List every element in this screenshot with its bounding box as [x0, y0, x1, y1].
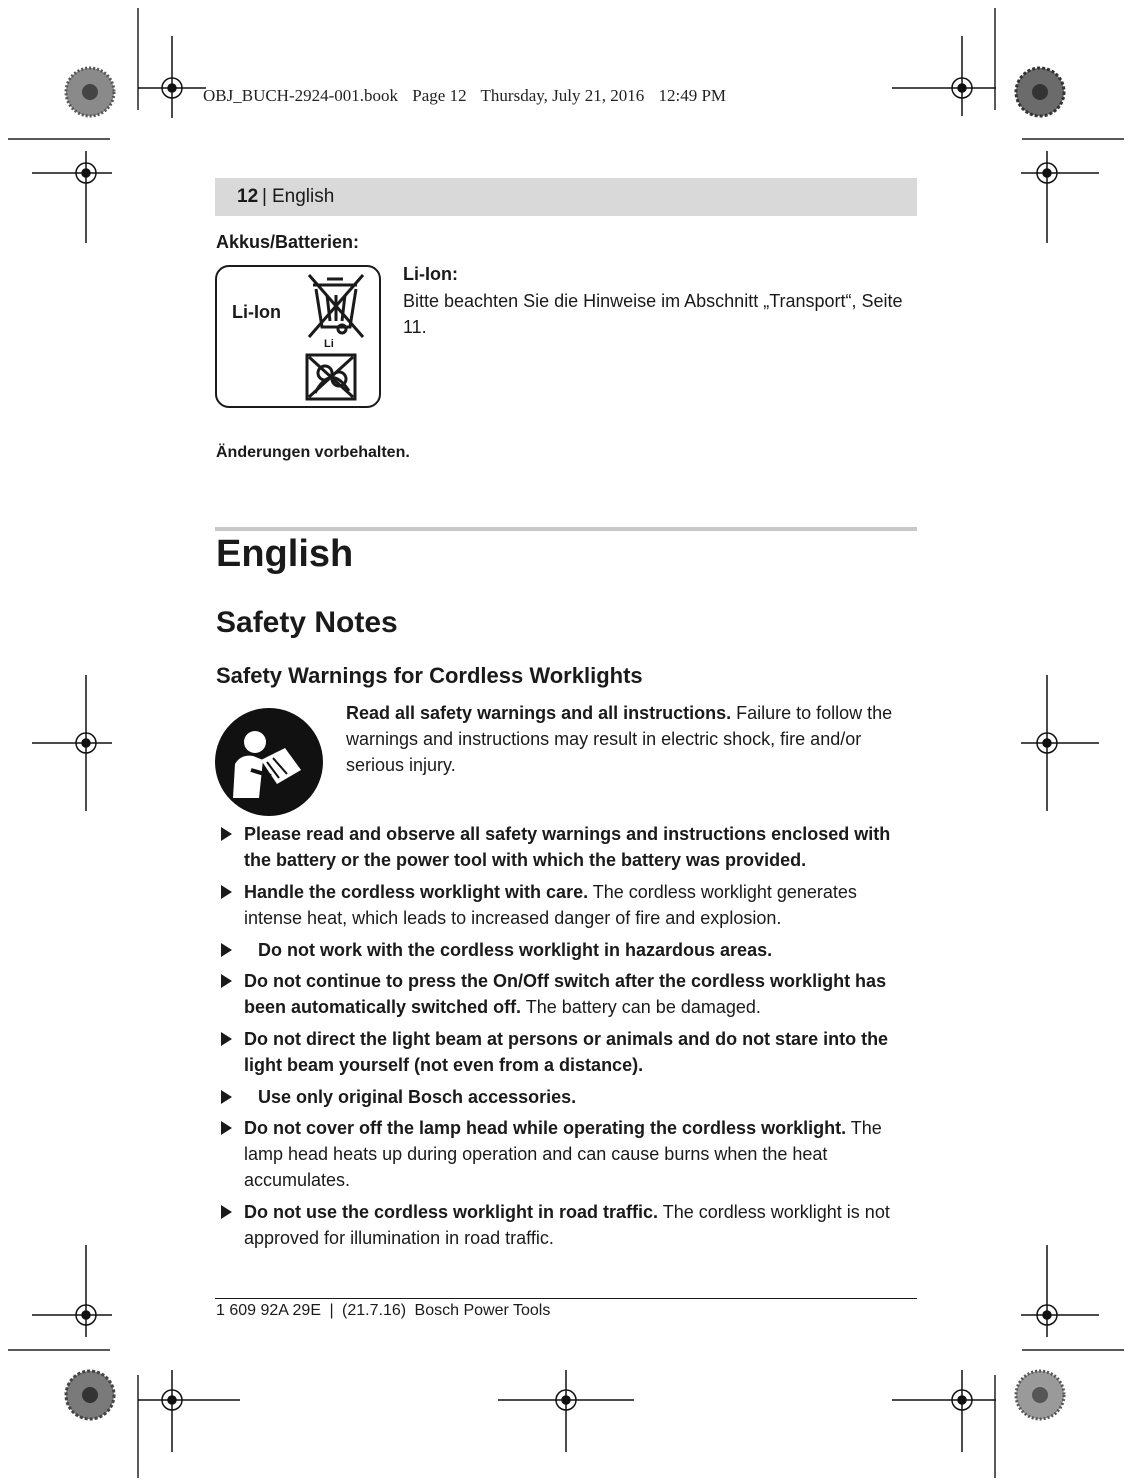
bullet-text: The cordless worklight generates intense heat, which leads to increased danger of fire and explosion.	[244, 882, 857, 928]
bullet-text: The cordless worklight is not approved for illumination in road traffic.	[244, 1202, 890, 1248]
bullet-bold: Do not cover off the lamp head while operating the cordless worklight.	[244, 1118, 847, 1138]
intro-warning	[346, 700, 916, 778]
li-ion-label: Li-Ion	[232, 302, 281, 322]
color-target-icon	[66, 68, 114, 116]
read-manual-icon	[215, 708, 323, 816]
header-separator: |	[262, 186, 267, 207]
slug-file: OBJ_BUCH-2924-001.book	[203, 86, 399, 105]
li-ion-title: Li-Ion:	[403, 264, 458, 284]
color-target-icon	[66, 1371, 114, 1419]
bullet-bold: Do not direct the light beam at persons or animals and do not stare into the light beam yourself (not even from a distance).	[244, 1029, 889, 1075]
bullet-triangle-icon	[221, 974, 232, 988]
bullet-text: The lamp head heats up during operation and can cause burns when the heat accumulates.	[244, 1118, 882, 1190]
footer-brand: Bosch Power Tools	[414, 1302, 551, 1319]
bullet-triangle-icon	[221, 1032, 232, 1046]
warnings-heading: Safety Warnings for Cordless Worklights	[216, 663, 643, 688]
registration-mark-icon	[498, 1370, 634, 1452]
registration-mark-icon	[1021, 151, 1099, 243]
registration-mark-icon	[138, 36, 206, 118]
bullet-bold: Handle the cordless worklight with care.	[244, 882, 589, 902]
bullet-triangle-icon	[221, 1121, 232, 1135]
color-target-icon	[1016, 68, 1064, 116]
header-language: English	[272, 186, 335, 207]
section-title: English	[216, 533, 354, 575]
intro-bold: Read all safety warnings and all instructions.	[346, 703, 732, 723]
battery-disposal-symbol	[215, 265, 381, 408]
bullet-bold: Do not continue to press the On/Off switch after the cordless worklight has been automatically switched off.	[244, 971, 887, 1017]
crossed-battery-icon	[307, 355, 355, 399]
footer-rule	[215, 1298, 917, 1299]
color-target-icon	[1016, 1371, 1064, 1419]
registration-mark-icon	[138, 1370, 240, 1452]
registration-mark-icon	[32, 151, 112, 243]
page-header-bar	[215, 178, 917, 216]
bullet-bold: Use only original Bosch accessories.	[258, 1087, 577, 1107]
footer-date: (21.7.16)	[342, 1302, 407, 1319]
registration-mark-icon	[32, 1245, 112, 1337]
slug-date: Thursday, July 21, 2016	[480, 86, 645, 105]
print-slug	[203, 86, 736, 106]
bullet-triangle-icon	[221, 885, 232, 899]
li-ion-note: Bitte beachten Sie die Hinweise im Abschnitt „Transport“, Seite 11.	[403, 291, 903, 337]
footer-separator: |	[329, 1302, 334, 1319]
changes-notice: Änderungen vorbehalten.	[216, 444, 410, 461]
bullet-text: The battery can be damaged.	[521, 997, 761, 1017]
bullet-triangle-icon	[221, 943, 232, 957]
registration-mark-icon	[1021, 675, 1099, 811]
slug-page: Page 12	[412, 86, 467, 105]
footer-doc-number: 1 609 92A 29E	[216, 1302, 321, 1319]
page-footer	[216, 1302, 554, 1320]
slug-time: 12:49 PM	[658, 86, 727, 105]
bullet-bold: Do not work with the cordless worklight in hazardous areas.	[258, 940, 773, 960]
bullet-bold: Do not use the cordless worklight in road traffic.	[244, 1202, 659, 1222]
crossed-bin-icon	[215, 265, 381, 408]
registration-mark-icon	[892, 36, 996, 116]
registration-mark-icon	[32, 675, 112, 811]
registration-mark-icon	[892, 1370, 996, 1452]
registration-mark-icon	[1021, 1245, 1099, 1337]
bullet-triangle-icon	[221, 1090, 232, 1104]
batteries-heading: Akkus/Batterien:	[216, 232, 360, 252]
bullet-triangle-icon	[221, 827, 232, 841]
section-divider	[215, 527, 917, 531]
page-number: 12	[237, 186, 259, 207]
bullet-triangle-icon	[221, 1205, 232, 1219]
bullet-bold: Please read and observe all safety warnings and instructions enclosed with the battery or the power tool with which the battery was provided.	[244, 824, 891, 870]
intro-text: Failure to follow the warnings and instructions may result in electric shock, fire and/or serious injury.	[346, 703, 893, 775]
li-small-label: Li	[324, 338, 334, 350]
section-subtitle: Safety Notes	[216, 606, 398, 639]
